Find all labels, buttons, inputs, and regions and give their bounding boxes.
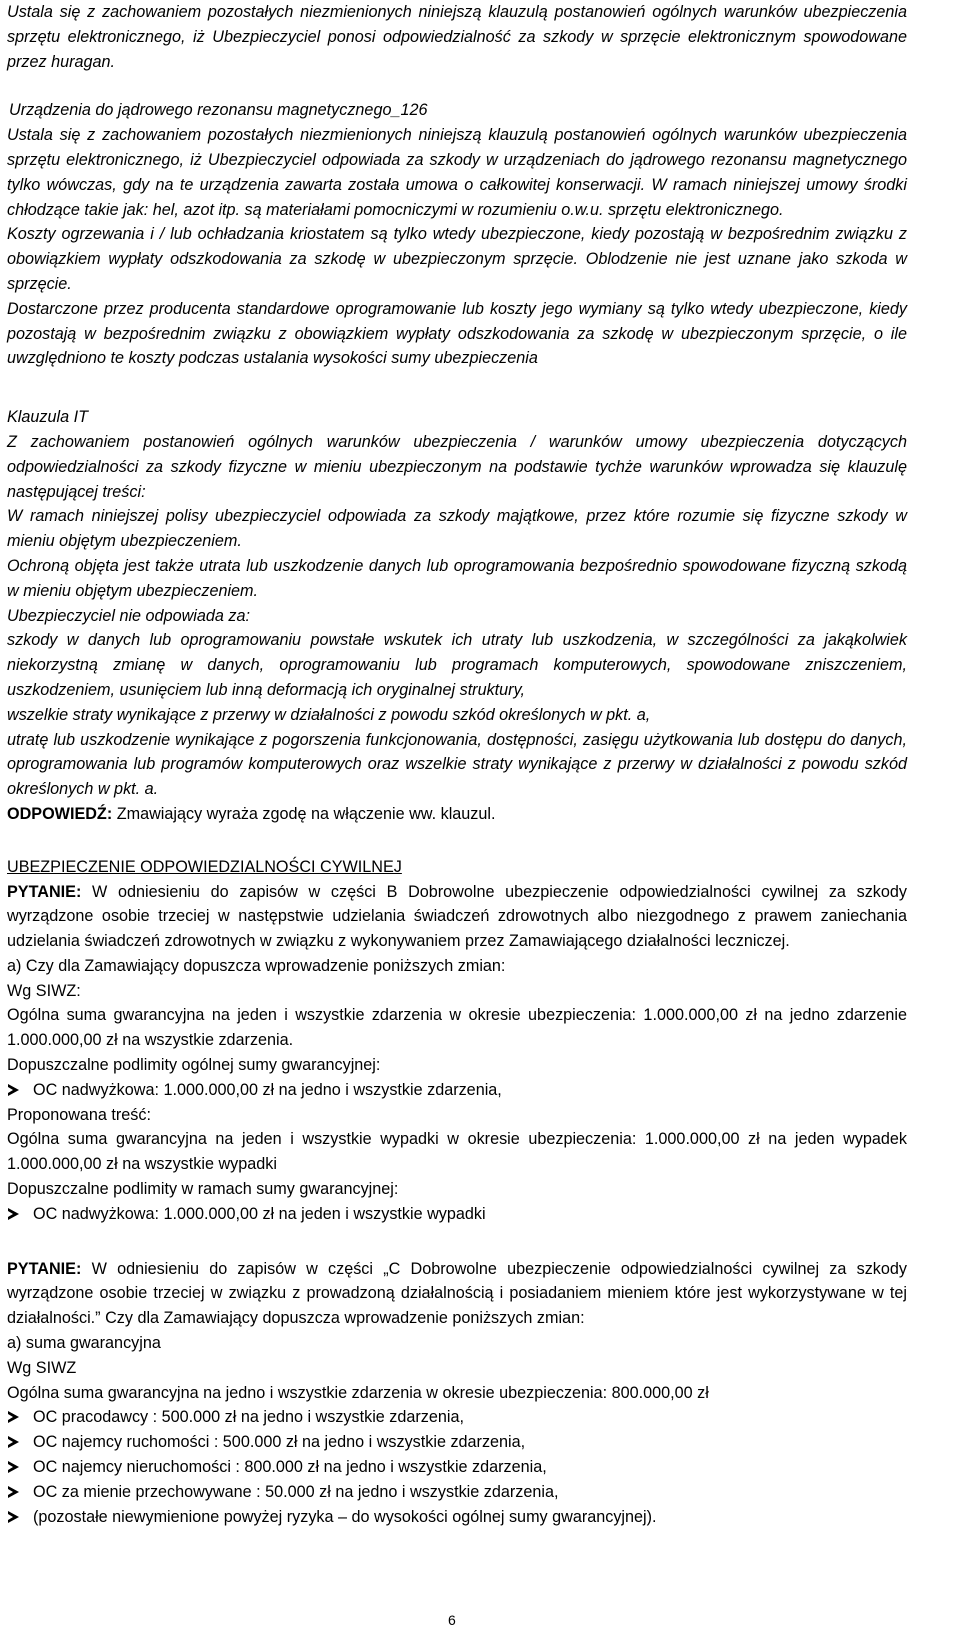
it-paragraph-6: wszelkie straty wynikające z przerwy w działalności z powodu szkód określonych w pkt. a, — [7, 705, 651, 724]
it-paragraph-3: Ochroną objęta jest także utrata lub uszkodzenie danych lub oprogramowania bezpośrednio spowodowane fizyczną szkodą w mieniu objętym ubezpieczeniem. — [7, 556, 907, 600]
oc-heading: UBEZPIECZENIE ODPOWIEDZIALNOŚCI CYWILNEJ — [7, 857, 402, 876]
page-number: 6 — [448, 1612, 456, 1628]
document-body — [7, 0, 907, 1529]
it-heading: Klauzula IT — [7, 408, 88, 427]
question-1 — [7, 880, 907, 954]
question-2 — [7, 1257, 907, 1331]
it-paragraph-4: Ubezpieczyciel nie odpowiada za: — [7, 606, 250, 625]
mri-paragraph-2: Koszty ogrzewania i / lub ochładzania kriostatem są tylko wtedy ubezpieczone, kiedy pozostają w bezpośrednim związku z obowiązkiem wypłaty odszkodowania za szkodę w ubezpieczonym sprzęcie. Oblodzenie nie jest uznane jako szkoda w sprzęcie. — [7, 225, 907, 293]
question-1-bullet-2: OC nadwyżkowa: 1.000.000,00 zł na jeden i wszystkie wypadki — [7, 1202, 907, 1227]
question-1-bullet-1: OC nadwyżkowa: 1.000.000,00 zł na jedno i wszystkie zdarzenia, — [7, 1078, 907, 1103]
question-2-bullet: OC pracodawcy : 500.000 zł na jedno i wszystkie zdarzenia, — [7, 1405, 907, 1430]
it-paragraph-5: szkody w danych lub oprogramowaniu powstałe wskutek ich utraty lub uszkodzenia, w szczególności za jakąkolwiek niekorzystną zmianę w danych, oprogramowaniu lub programach komputerowych, spowodowane zniszczeniem, uszkodzeniem, usunięciem lub inną deformacją ich oryginalnej struktury, — [7, 631, 907, 699]
question-2-bullet: OC najemcy nieruchomości : 800.000 zł na jedno i wszystkie zdarzenia, — [7, 1455, 907, 1480]
spacer — [7, 371, 907, 405]
spacer — [7, 74, 907, 96]
question-1-label: PYTANIE: — [7, 882, 82, 901]
question-2-label: PYTANIE: — [7, 1259, 82, 1278]
it-paragraph-1: Z zachowaniem postanowień ogólnych warunków ubezpieczenia / warunków umowy ubezpieczenia dotyczących odpowiedzialności za szkody fizyczne w mieniu ubezpieczonym na podstawie tychże warunków wprowadza się klauzulę następującej treści: — [7, 432, 907, 501]
question-1-sum-2: Ogólna suma gwarancyjna na jeden i wszystkie wypadki w okresie ubezpieczenia: 1.000.000,00 zł na jeden wypadek 1.000.000,00 zł na wszystkie wypadki — [7, 1130, 907, 1174]
question-1-sum: Ogólna suma gwarancyjna na jeden i wszystkie zdarzenia w okresie ubezpieczenia: 1.000.000,00 zł na jedno zdarzenie 1.000.000,00 zł na wszystkie zdarzenia. — [7, 1006, 907, 1050]
question-1-wg-siwz: Wg SIWZ: — [7, 981, 81, 1000]
mri-paragraph-1: Ustala się z zachowaniem pozostałych niezmienionych niniejszą klauzulą postanowień ogólnych warunków ubezpieczenia sprzętu elektronicznego, iż Ubezpieczyciel odpowiada za szkody w urządzeniach do jądrowego rezonansu magnetycznego tylko wówczas, gdy na te urządzenia zawarta została umowa o całkowitej konserwacji. W ramach niniejszej umowy środki chłodzące takie jak: hel, azot itp. są materiałami pomocniczymi w rozumieniu o.w.u. sprzętu elektronicznego. — [7, 126, 907, 219]
question-2-wg-siwz: Wg SIWZ — [7, 1358, 77, 1377]
question-2-bullet: OC najemcy ruchomości : 500.000 zł na jedno i wszystkie zdarzenia, — [7, 1430, 907, 1455]
spacer — [7, 827, 907, 855]
question-2-text: W odniesieniu do zapisów w części „C Dobrowolne ubezpieczenie odpowiedzialności cywilnej za szkody wyrządzone osobie trzeciej w związku z prowadzoną działalnością i posiadaniem mieniem które jest wykorzystywane w tej działalności.” Czy dla Zamawiający dopuszcza wprowadzenie poniższych zmian: — [7, 1259, 907, 1328]
question-2-sum: Ogólna suma gwarancyjna na jedno i wszystkie zdarzenia w okresie ubezpieczenia: 800.000,00 zł — [7, 1383, 709, 1402]
question-1-limits: Dopuszczalne podlimity ogólnej sumy gwarancyjnej: — [7, 1056, 381, 1075]
paragraph-huragan: Ustala się z zachowaniem pozostałych niezmienionych niniejszą klauzulą postanowień ogólnych warunków ubezpieczenia sprzętu elektronicznego, iż Ubezpieczyciel ponosi odpowiedzialność za szkody w sprzęcie elektronicznym spowodowane przez huragan. — [7, 3, 907, 71]
mri-heading: Urządzenia do jądrowego rezonansu magnetycznego_126 — [9, 101, 428, 120]
question-2-bullet: (pozostałe niewymienione powyżej ryzyka – do wysokości ogólnej sumy gwarancyjnej). — [7, 1505, 907, 1530]
question-2-a: a) suma gwarancyjna — [7, 1334, 161, 1353]
question-2-bullet: OC za mienie przechowywane : 50.000 zł na jedno i wszystkie zdarzenia, — [7, 1480, 907, 1505]
question-1-a: a) Czy dla Zamawiający dopuszcza wprowadzenie poniższych zmian: — [7, 956, 506, 975]
it-paragraph-7: utratę lub uszkodzenie wynikające z pogorszenia funkcjonowania, dostępności, zasięgu użytkowania lub dostępu do danych, oprogramowania lub programów komputerowych oraz wszelkie straty wynikające z przerwy w działalności z powodu szkód określonych w pkt. a. — [7, 730, 907, 799]
question-1-limits-2: Dopuszczalne podlimity w ramach sumy gwarancyjnej: — [7, 1180, 399, 1199]
answer-label: ODPOWIEDŹ: — [7, 804, 113, 823]
answer-line — [7, 802, 907, 827]
question-1-text: W odniesieniu do zapisów w części B Dobrowolne ubezpieczenie odpowiedzialności cywilnej za szkody wyrządzone osobie trzeciej w następstwie udzielania świadczeń zdrowotnych albo niezgodnego z prawem zaniechania udzielania świadczeń zdrowotnych w związku z wykonywaniem przez Zamawiającego działalności leczniczej. — [7, 882, 907, 951]
answer-text: Zmawiający wyraża zgodę na włączenie ww. klauzul. — [112, 804, 496, 823]
question-1-proposed: Proponowana treść: — [7, 1105, 151, 1124]
mri-paragraph-3: Dostarczone przez producenta standardowe oprogramowanie lub koszty jego wymiany są tylko wtedy ubezpieczone, kiedy pozostają w bezpośrednim związku z obowiązkiem wypłaty odszkodowania za szkodę w ubezpieczonym sprzęcie, o ile uwzględniono te koszty podczas ustalania wysokości sumy ubezpieczenia — [7, 299, 907, 368]
spacer — [7, 1227, 907, 1257]
it-paragraph-2: W ramach niniejszej polisy ubezpieczyciel odpowiada za szkody majątkowe, przez które rozumie się fizyczne szkody w mieniu objętym ubezpieczeniem. — [7, 507, 907, 551]
